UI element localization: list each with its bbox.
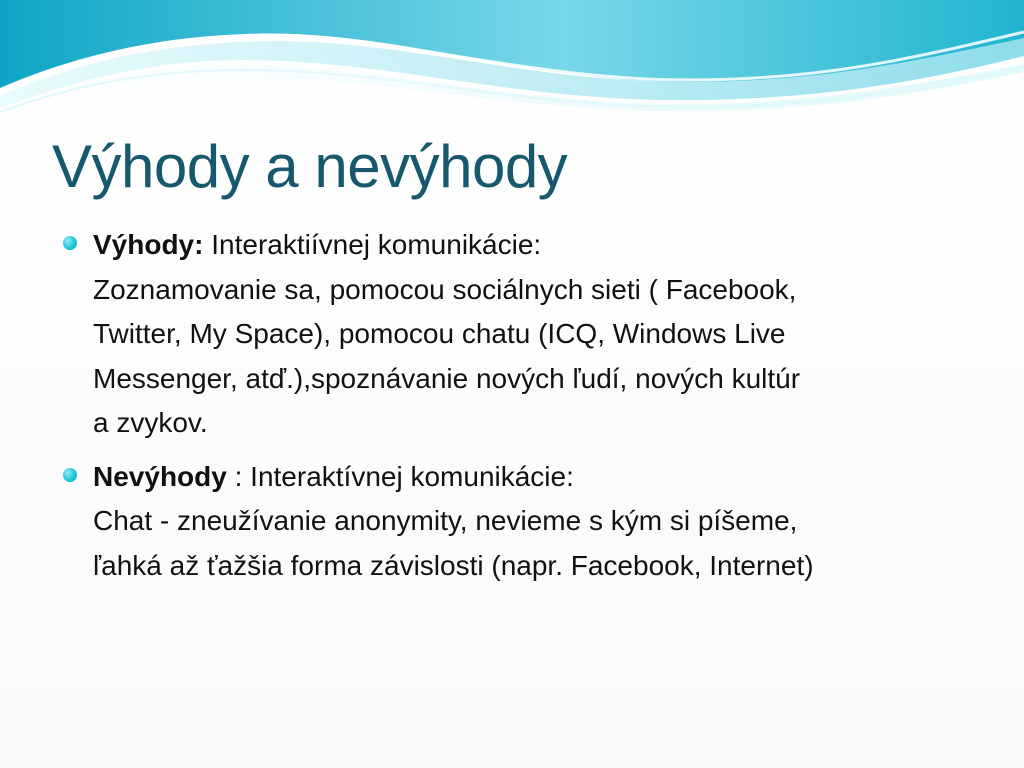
advantages-intro: Interaktiívnej komunikácie: (203, 229, 542, 260)
disadvantages-line-1: Chat - zneužívanie anonymity, nevieme s kým si píšeme, (93, 505, 798, 536)
slide-title: Výhody a nevýhody (52, 133, 568, 200)
advantages-line-4: a zvykov. (93, 407, 208, 438)
bullet-heading-line (93, 455, 970, 500)
bullet-icon (63, 236, 77, 250)
bullet-icon (63, 468, 77, 482)
advantages-line-2: Twitter, My Space), pomocou chatu (ICQ, Windows Live (93, 318, 786, 349)
advantages-line-3: Messenger, atď.),spoznávanie nových ľudí, nových kultúr (93, 362, 801, 394)
bullet-advantages (60, 223, 970, 446)
bullet-disadvantages (60, 455, 970, 589)
disadvantages-label: Nevýhody (93, 460, 227, 492)
bullet-heading-line (93, 223, 970, 268)
decorative-wave-header (0, 0, 1024, 120)
advantages-line-1: Zoznamovanie sa, pomocou sociálnych sieti ( Facebook, (93, 273, 797, 305)
bullet-list (60, 223, 970, 597)
disadvantages-line-2: ľahká až ťažšia forma závislosti (napr. Facebook, Internet) (93, 549, 814, 581)
disadvantages-intro: : Interaktívnej komunikácie: (226, 460, 574, 492)
advantages-label: Výhody: (93, 229, 204, 260)
